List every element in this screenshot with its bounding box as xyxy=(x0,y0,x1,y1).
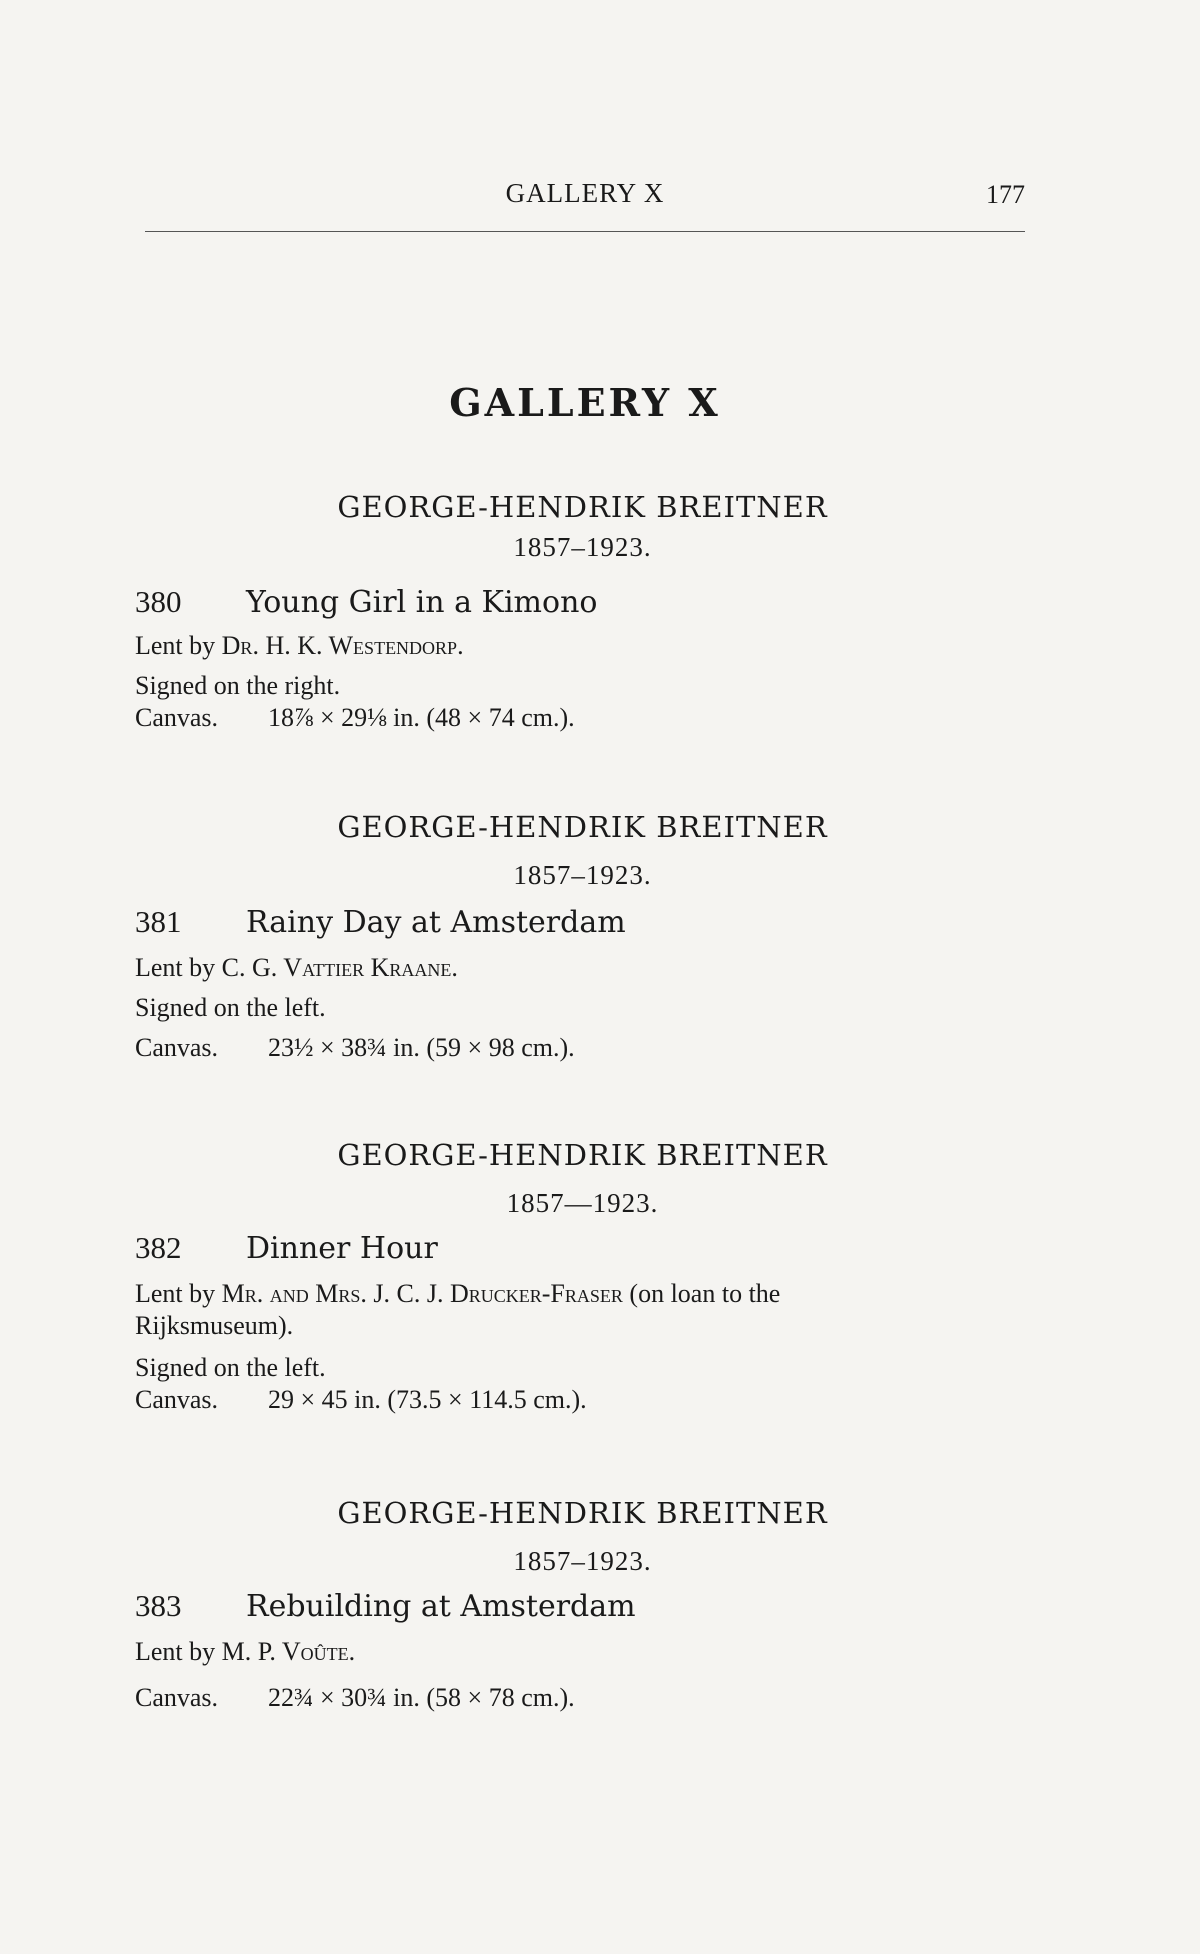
signature-line: Signed on the left. xyxy=(135,993,326,1022)
catalogue-entry-380 xyxy=(135,490,1030,740)
lender-name: Dr. H. K. Westendorp. xyxy=(221,631,464,660)
lent-prefix: Lent by xyxy=(135,1279,222,1308)
lent-by-line-continued: Rijksmuseum). xyxy=(135,1311,294,1340)
dimensions: 23½ × 38¾ in. (59 × 98 cm.). xyxy=(268,1033,575,1062)
lent-prefix: Lent by xyxy=(135,953,222,982)
entry-title-line xyxy=(135,1230,1030,1266)
medium-line xyxy=(135,1032,1030,1064)
entry-number: 382 xyxy=(135,1230,182,1265)
running-head xyxy=(145,172,1025,212)
lent-prefix: Lent by xyxy=(135,1637,222,1666)
entry-title: Dinner Hour xyxy=(246,1231,438,1266)
dimensions: 29 × 45 in. (73.5 × 114.5 cm.). xyxy=(268,1385,587,1414)
lent-by-line xyxy=(135,952,1030,984)
entry-title-line xyxy=(135,584,1030,620)
artist-name: GEORGE-HENDRIK BREITNER xyxy=(337,490,828,524)
artist-dates: 1857–1923. xyxy=(513,1546,652,1576)
entry-title: Young Girl in a Kimono xyxy=(246,585,598,620)
artist-name: GEORGE-HENDRIK BREITNER xyxy=(337,1496,828,1530)
lender-name: M. P. Voûte. xyxy=(221,1637,356,1666)
medium: Canvas. xyxy=(135,1385,219,1414)
lent-by-line xyxy=(135,1636,1030,1668)
gallery-title: GALLERY X xyxy=(449,380,721,425)
entry-number: 380 xyxy=(135,584,182,619)
artist-dates: 1857–1923. xyxy=(513,860,652,890)
medium-line xyxy=(135,1384,1030,1416)
artist-dates: 1857—1923. xyxy=(506,1188,659,1218)
dimensions: 22¾ × 30¾ in. (58 × 78 cm.). xyxy=(268,1683,575,1712)
medium-line xyxy=(135,702,1030,734)
dimensions: 18⅞ × 29⅛ in. (48 × 74 cm.). xyxy=(268,703,575,732)
entry-title-line xyxy=(135,1588,1030,1624)
catalogue-entry-382 xyxy=(135,1138,1030,1438)
lent-prefix: Lent by xyxy=(135,631,222,660)
medium: Canvas. xyxy=(135,1033,219,1062)
lender-name: Mr. and Mrs. J. C. J. Drucker-Fraser xyxy=(221,1279,623,1308)
entry-number: 383 xyxy=(135,1588,182,1623)
entry-title: Rainy Day at Amsterdam xyxy=(246,905,626,940)
signature-line: Signed on the right. xyxy=(135,671,341,700)
artist-name: GEORGE-HENDRIK BREITNER xyxy=(337,1138,828,1172)
header-rule xyxy=(145,231,1025,232)
medium: Canvas. xyxy=(135,703,219,732)
entry-title-line xyxy=(135,904,1030,940)
entry-title: Rebuilding at Amsterdam xyxy=(246,1589,636,1624)
artist-dates: 1857–1923. xyxy=(513,532,652,562)
artist-name: GEORGE-HENDRIK BREITNER xyxy=(337,810,828,844)
medium-line xyxy=(135,1682,1030,1714)
lent-suffix: (on loan to the xyxy=(622,1279,781,1308)
running-title: GALLERY X xyxy=(505,178,665,208)
medium: Canvas. xyxy=(135,1683,219,1712)
page-number: 177 xyxy=(986,180,1025,209)
lender-name: C. G. Vattier Kraane. xyxy=(221,953,458,982)
signature-line: Signed on the left. xyxy=(135,1353,326,1382)
catalogue-entry-383 xyxy=(135,1496,1030,1726)
catalogue-entry-381 xyxy=(135,810,1030,1070)
lent-by-line xyxy=(135,1278,1030,1310)
lent-by-line xyxy=(135,630,1030,662)
entry-number: 381 xyxy=(135,904,182,939)
